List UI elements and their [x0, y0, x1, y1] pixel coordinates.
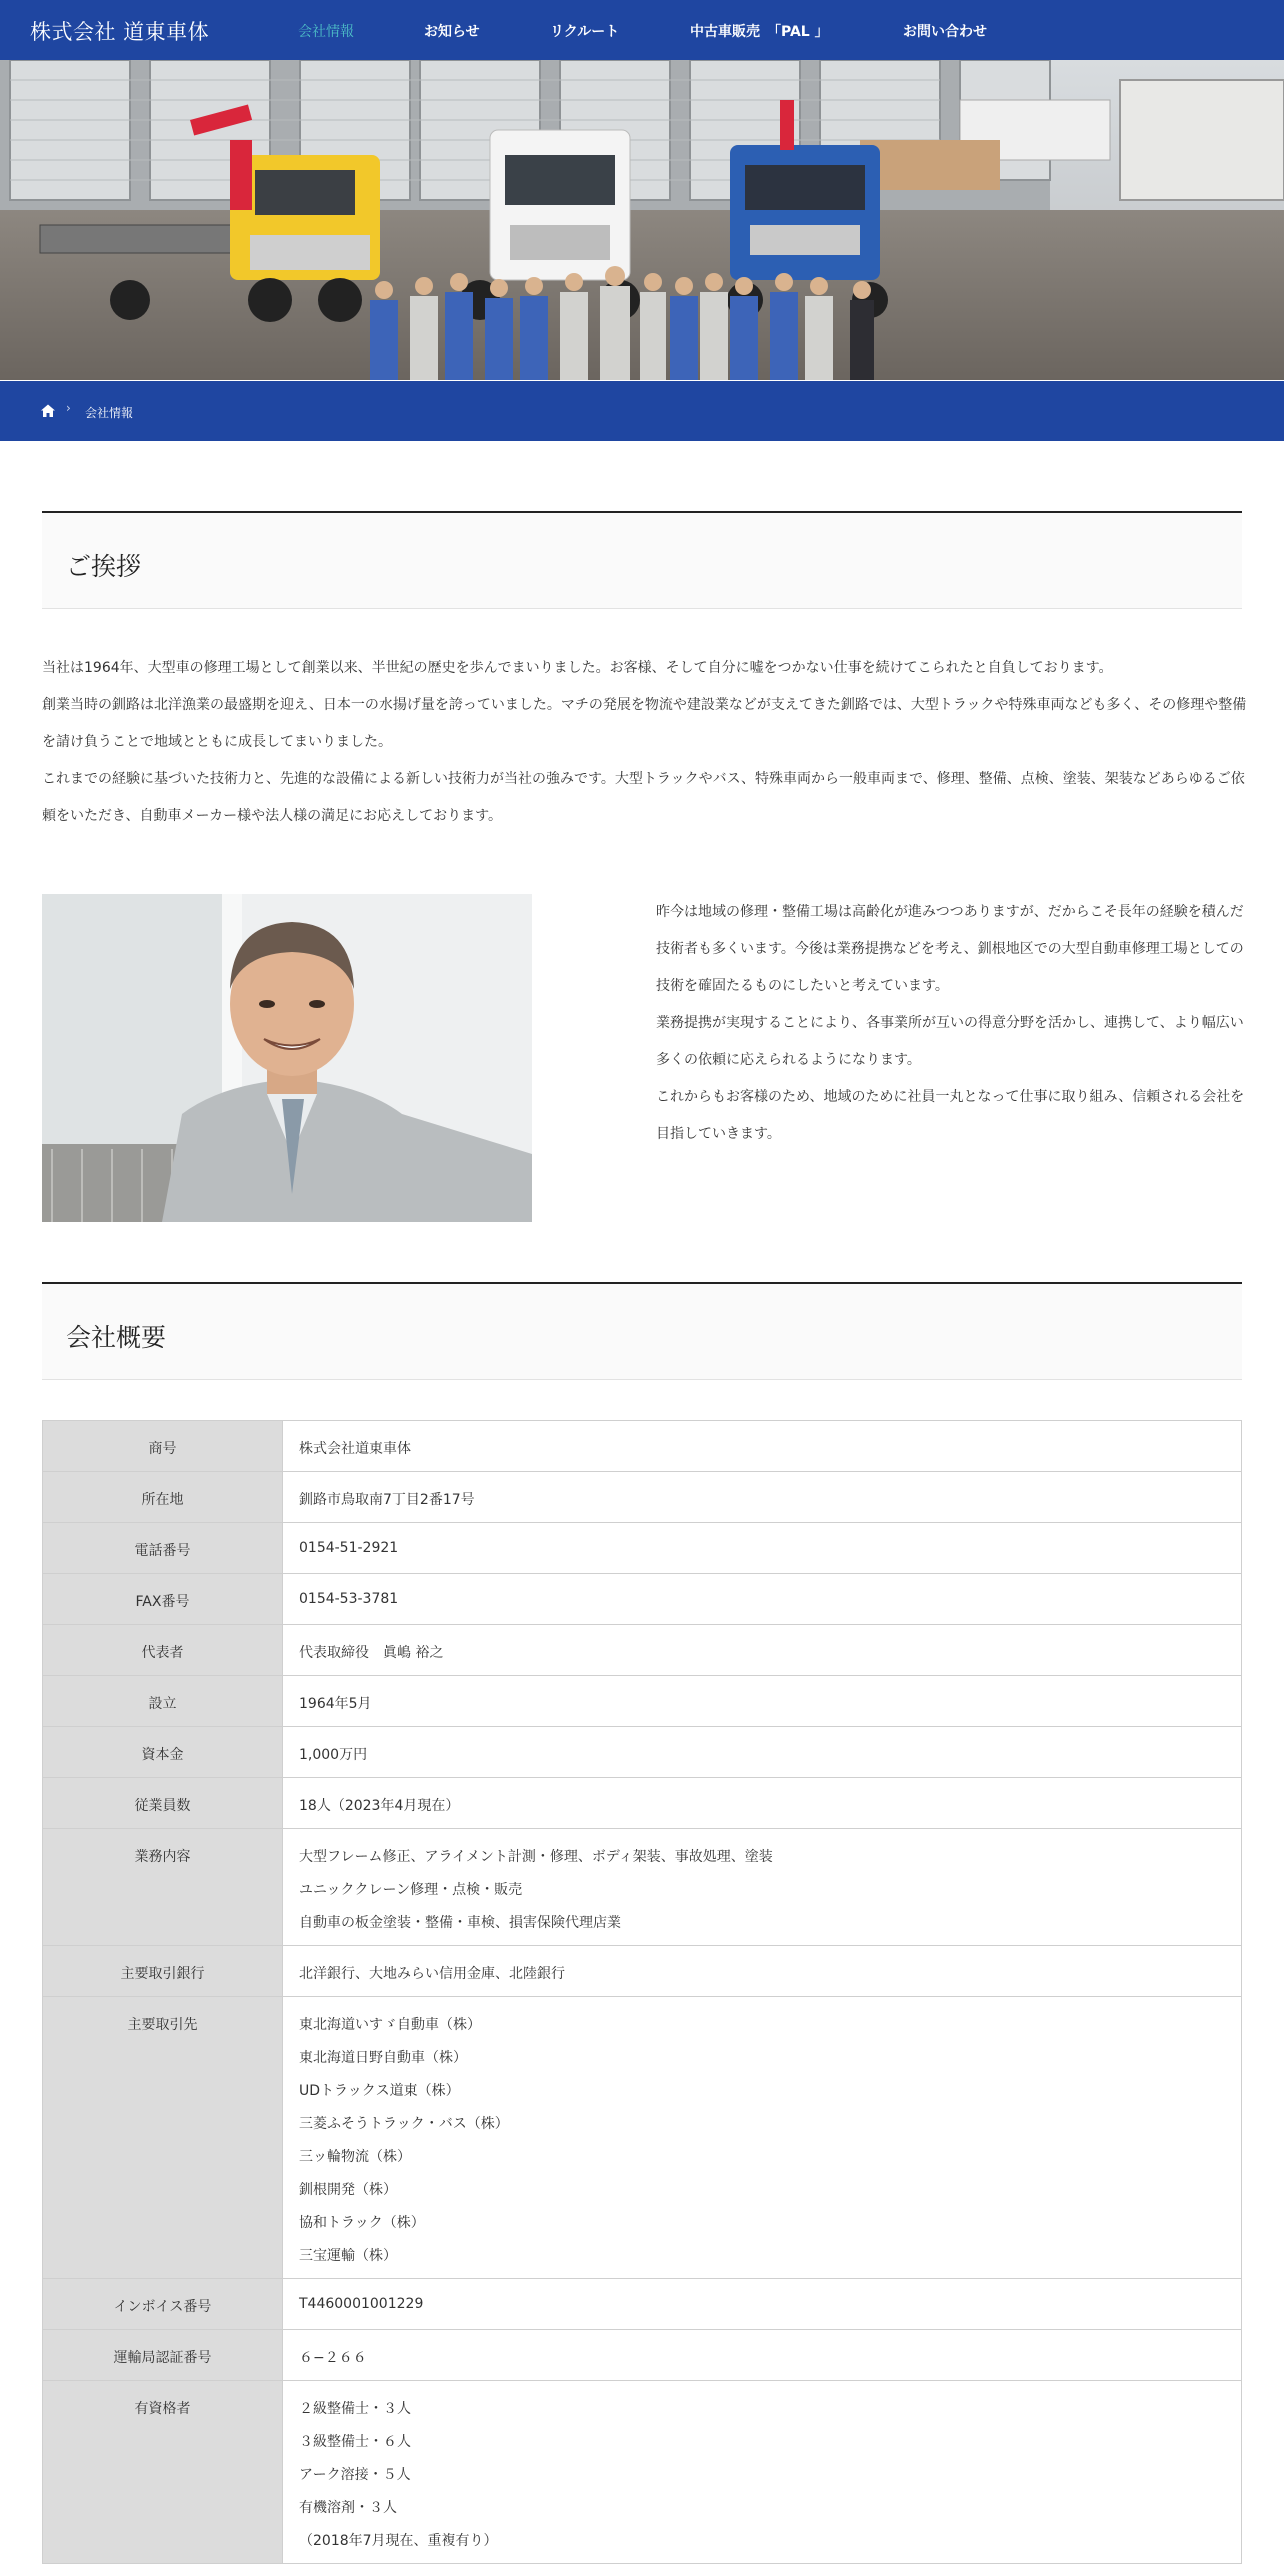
- row-value: 三ッ輪物流（株）: [299, 2149, 411, 2165]
- overview-heading-box: [42, 1282, 1242, 1380]
- overview-heading: 会社概要: [66, 1323, 167, 1352]
- row-value: 釧根開発（株）: [299, 2182, 397, 2198]
- row-value: 代表取締役 眞嶋 裕之: [299, 1645, 444, 1661]
- row-label: 主要取引先: [43, 1997, 283, 2278]
- row-value: 協和トラック（株）: [299, 2215, 425, 2231]
- row-label: インボイス番号: [43, 2279, 283, 2329]
- row-value: 北洋銀行、大地みらい信用金庫、北陸銀行: [299, 1966, 565, 1982]
- row-value: 1964年5月: [299, 1696, 372, 1712]
- greeting-text: [42, 650, 1252, 835]
- row-label: 有資格者: [43, 2381, 283, 2563]
- row-value: 大型フレーム修正、アライメント計測・修理、ボディ架装、事故処理、塗装: [299, 1849, 773, 1865]
- greeting-side-paragraph: これからもお客様のため、地域のために社員一丸となって仕事に取り組み、信頼される会社を目指していきます。: [656, 1089, 1245, 1142]
- row-label: 資本金: [43, 1727, 283, 1777]
- table-row: [43, 1472, 1241, 1523]
- table-row: [43, 2330, 1241, 2381]
- site-header: [0, 0, 1284, 60]
- row-value: 有機溶剤・３人: [299, 2500, 397, 2516]
- president-photo: [42, 894, 532, 1222]
- home-icon[interactable]: [40, 403, 56, 419]
- greeting-paragraph: これまでの経験に基づいた技術力と、先進的な設備による新しい技術力が当社の強みです。大型トラックやバス、特殊車両から一般車両まで、修理、整備、点検、塗装、架装などあらゆるご依頼をいただき、自動車メーカー様や法人様の満足にお応えしております。: [42, 771, 1245, 824]
- nav-item-news[interactable]: お知らせ: [424, 24, 480, 40]
- row-value: 三宝運輸（株）: [299, 2248, 397, 2264]
- row-label: FAX番号: [43, 1574, 283, 1624]
- row-label: 主要取引銀行: [43, 1946, 283, 1996]
- site-logo[interactable]: 株式会社 道東車体: [30, 20, 210, 44]
- breadcrumb-current: 会社情報: [85, 406, 134, 420]
- row-value: ２級整備士・３人: [299, 2401, 411, 2417]
- row-value: 東北海道いすゞ自動車（株）: [299, 2017, 481, 2033]
- row-value: T4460001001229: [299, 2296, 424, 2312]
- row-label: 商号: [43, 1421, 283, 1471]
- row-value: 0154-53-3781: [299, 1591, 399, 1607]
- greeting-heading: ご挨拶: [66, 552, 142, 581]
- row-value: 0154-51-2921: [299, 1540, 399, 1556]
- greeting-paragraph: 創業当時の釧路は北洋漁業の最盛期を迎え、日本一の水揚げ量を誇っていました。マチの発展を物流や建設業などが支えてきた釧路では、大型トラックや特殊車両なども多く、その修理や整備を請け負うことで地域とともに成長してまいりました。: [42, 697, 1247, 750]
- row-value: 株式会社道東車体: [299, 1441, 411, 1457]
- greeting-side-paragraph: 業務提携が実現することにより、各事業所が互いの得意分野を活かし、連携して、より幅広い多くの依頼に応えられるようになります。: [656, 1015, 1244, 1068]
- table-row: [43, 2279, 1241, 2330]
- hero-image: [0, 60, 1284, 380]
- row-value: UDトラックス道東（株）: [299, 2083, 460, 2099]
- row-value: 自動車の板金塗装・整備・車検、損害保険代理店業: [299, 1915, 621, 1931]
- row-value: （2018年7月現在、重複有り）: [299, 2533, 498, 2549]
- company-overview-table: [42, 1420, 1242, 2564]
- row-label: 代表者: [43, 1625, 283, 1675]
- trucks-and-staff-photo: [0, 60, 1284, 380]
- greeting-side-text: [656, 894, 1246, 1153]
- nav-item-recruit[interactable]: リクルート: [550, 24, 620, 40]
- table-row: [43, 1997, 1241, 2279]
- row-value: 1,000万円: [299, 1747, 368, 1763]
- row-value: 東北海道日野自動車（株）: [299, 2050, 467, 2066]
- row-label: 電話番号: [43, 1523, 283, 1573]
- row-label: 従業員数: [43, 1778, 283, 1828]
- greeting-heading-box: [42, 511, 1242, 609]
- table-row: [43, 1625, 1241, 1676]
- row-label: 運輸局認証番号: [43, 2330, 283, 2380]
- table-row: [43, 2381, 1241, 2564]
- table-row: [43, 1523, 1241, 1574]
- row-value: ３級整備士・６人: [299, 2434, 411, 2450]
- president-portrait: [42, 894, 532, 1222]
- row-value: 三菱ふそうトラック・バス（株）: [299, 2116, 509, 2132]
- greeting-paragraph: 当社は1964年、大型車の修理工場として創業以来、半世紀の歴史を歩んでまいりました。お客様、そして自分に嘘をつかない仕事を続けてこられたと自負しております。: [42, 660, 1113, 676]
- row-value: ６−２６６: [299, 2350, 367, 2366]
- row-value: 釧路市鳥取南7丁目2番17号: [299, 1492, 475, 1508]
- row-label: 業務内容: [43, 1829, 283, 1945]
- nav-item-company[interactable]: 会社情報: [298, 24, 354, 40]
- row-value: アーク溶接・５人: [299, 2467, 411, 2483]
- table-row: [43, 1676, 1241, 1727]
- table-row: [43, 1829, 1241, 1946]
- chevron-right-icon: ›: [66, 401, 71, 415]
- table-row: [43, 1727, 1241, 1778]
- table-row: [43, 1421, 1241, 1472]
- row-value: ユニッククレーン修理・点検・販売: [299, 1882, 523, 1898]
- row-value: 18人（2023年4月現在）: [299, 1798, 460, 1814]
- table-row: [43, 1946, 1241, 1997]
- breadcrumb: [0, 381, 1284, 441]
- greeting-side-paragraph: 昨今は地域の修理・整備工場は高齢化が進みつつありますが、だからこそ長年の経験を積んだ技術者も多くいます。今後は業務提携などを考え、釧根地区での大型自動車修理工場としての技術を確固たるものにしたいと考えています。: [656, 904, 1244, 994]
- table-row: [43, 1574, 1241, 1625]
- row-label: 所在地: [43, 1472, 283, 1522]
- row-label: 設立: [43, 1676, 283, 1726]
- nav-item-contact[interactable]: お問い合わせ: [903, 24, 987, 40]
- table-row: [43, 1778, 1241, 1829]
- nav-item-used-cars[interactable]: 中古車販売 「PAL 」: [690, 24, 829, 40]
